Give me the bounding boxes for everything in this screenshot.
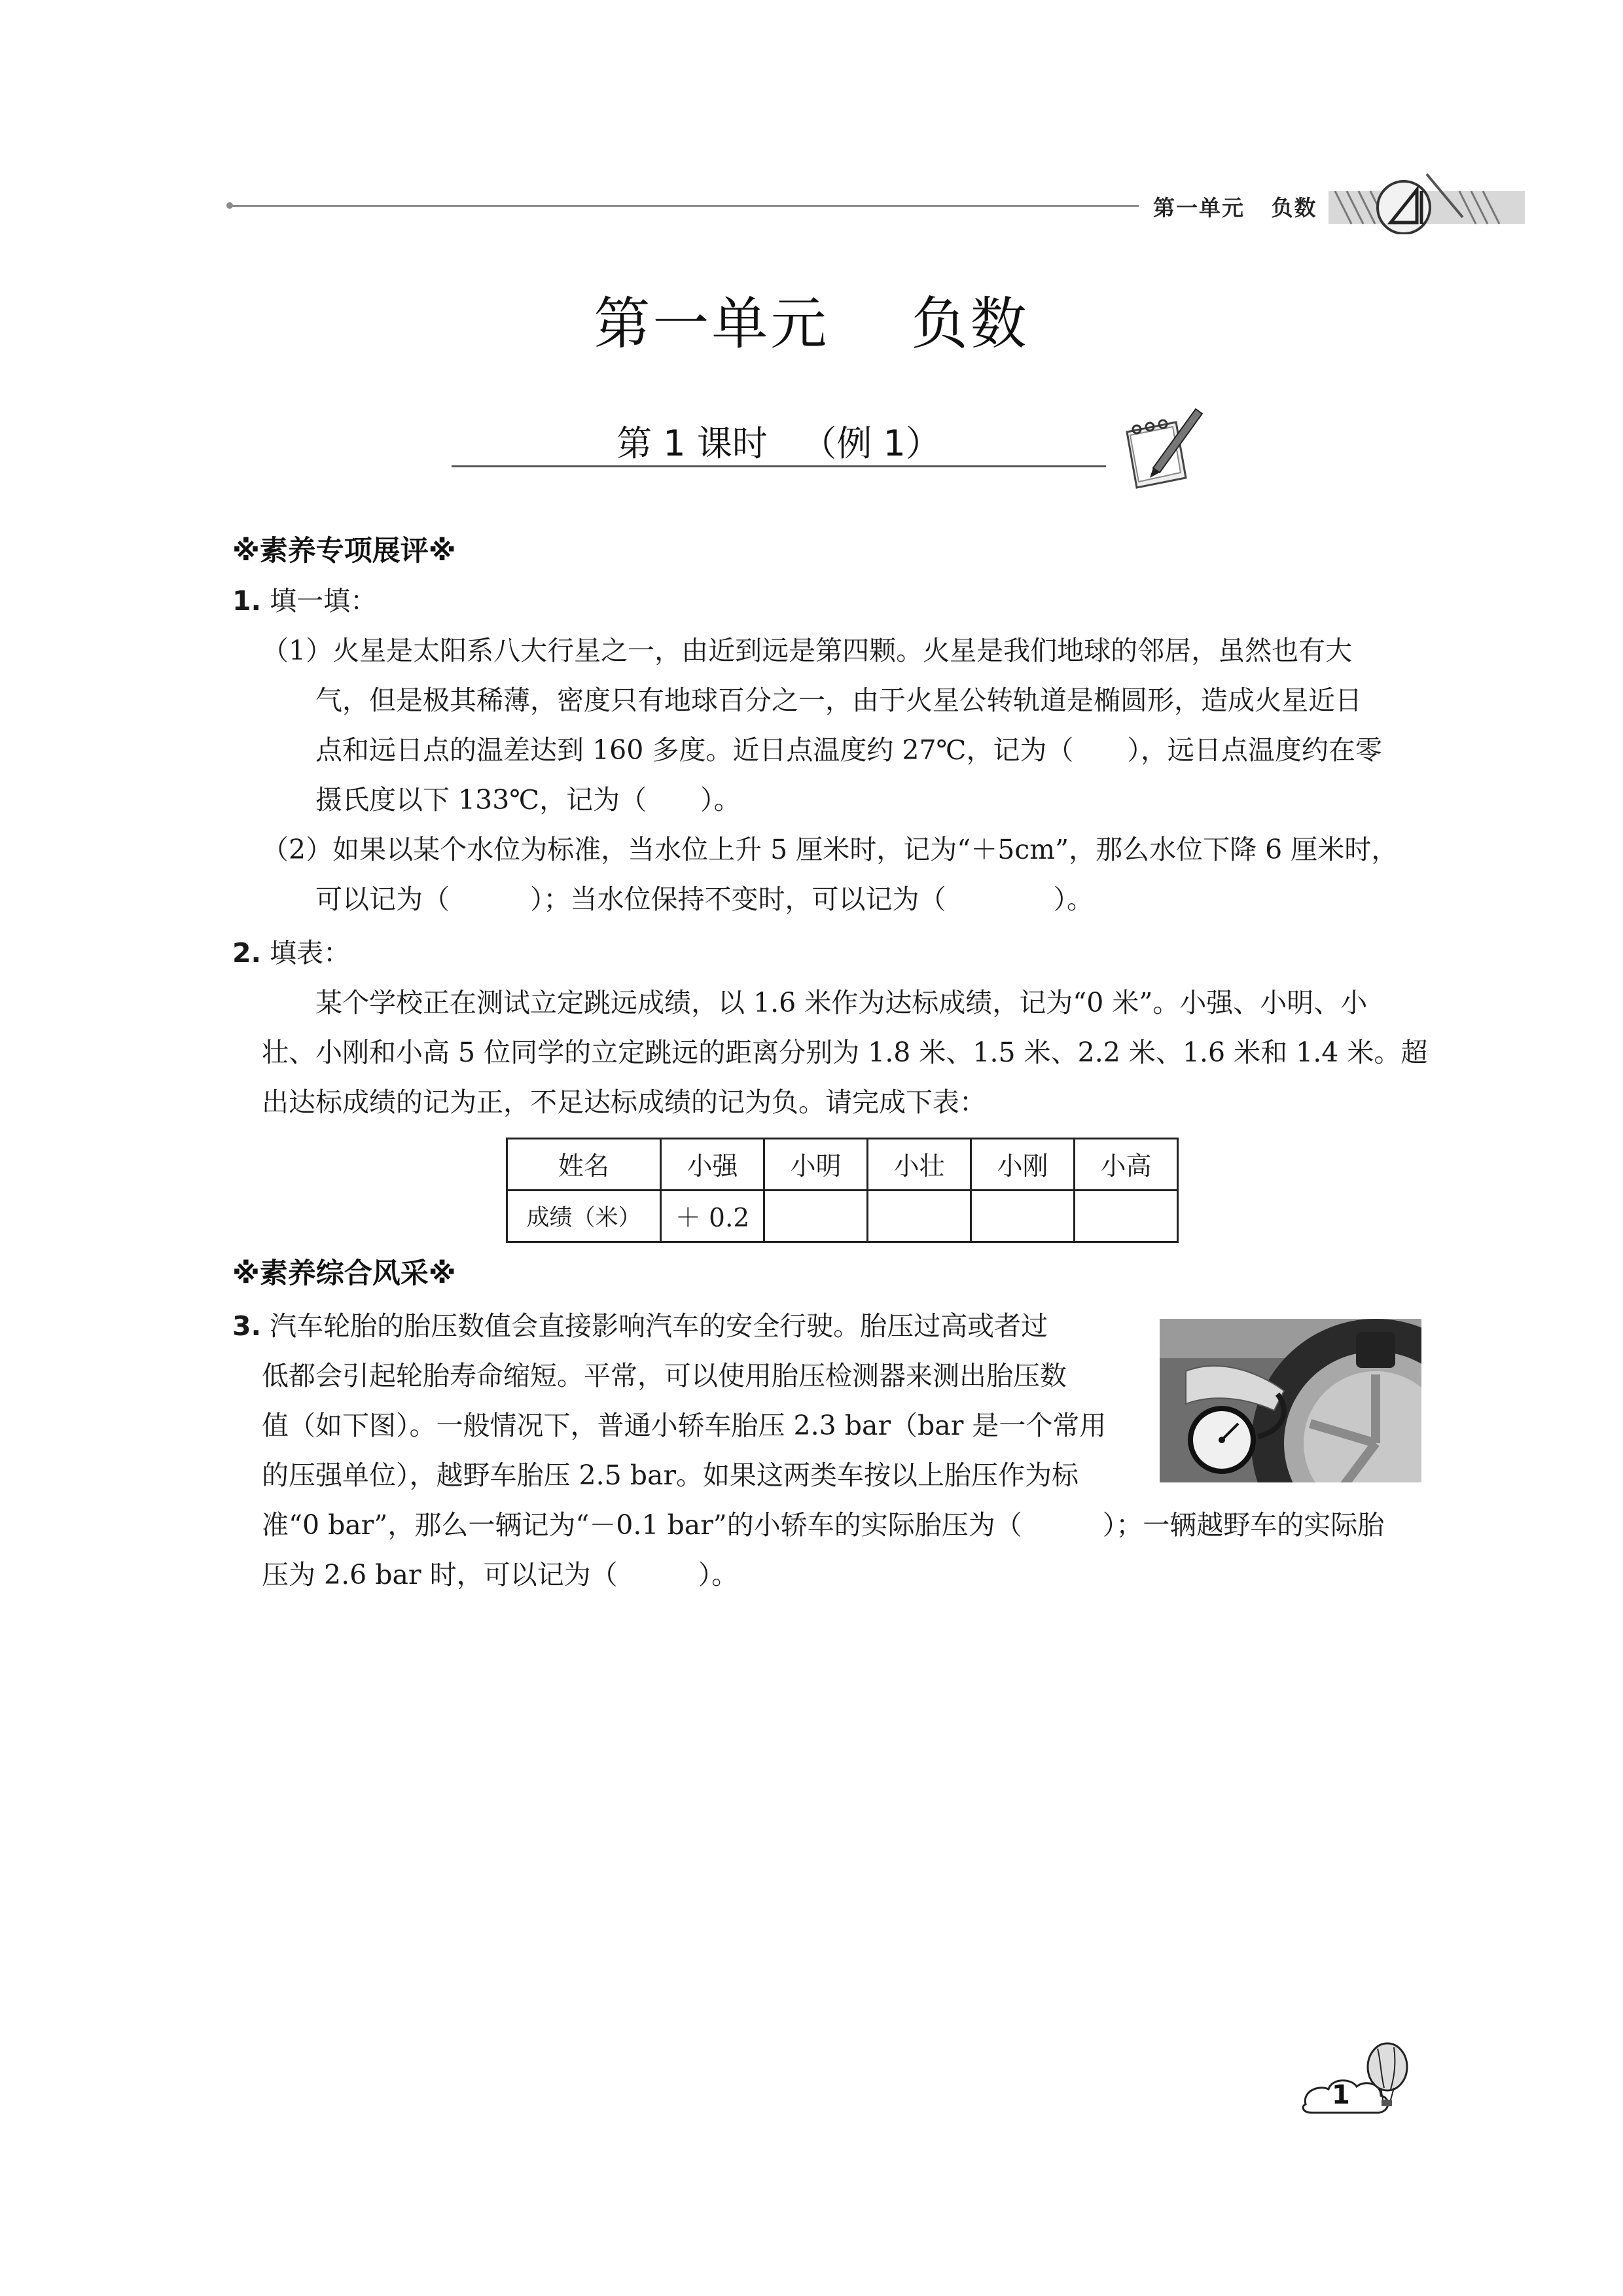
table-cell-blank[interactable] — [1075, 1191, 1178, 1242]
table-header-cell: 小强 — [661, 1139, 764, 1191]
running-title: 第一单元 负数 — [1153, 195, 1317, 221]
header-rule — [229, 205, 1139, 207]
page-number: 1 — [1332, 2080, 1350, 2110]
table-cell-blank[interactable] — [868, 1191, 971, 1242]
table-cell-blank[interactable] — [971, 1191, 1075, 1242]
q2-text-line: 壮、小刚和小高 5 位同学的立定跳远的距离分别为 1.8 米、1.5 米、2.2 米、1.6 米和 1.4 米。超 — [262, 1037, 1428, 1068]
table-row — [507, 1191, 1178, 1242]
q3-text-line: 准“0 bar”，那么一辆记为“－0.1 bar”的小轿车的实际胎压为（ ）；一辆越野车的实际胎 — [262, 1509, 1385, 1541]
q3-text-line: 压为 2.6 bar 时，可以记为（ ）。 — [262, 1559, 739, 1590]
q3-line-text: 汽车轮胎的胎压数值会直接影响汽车的安全行驶。胎压过高或者过 — [270, 1310, 1048, 1342]
q1-sub1-line: 摄氏度以下 133℃，记为（ ）。 — [315, 784, 741, 816]
table-header-row — [507, 1139, 1178, 1191]
q3-text-line — [232, 1301, 1048, 1351]
question-1-heading — [232, 576, 377, 626]
table-header-cell: 小高 — [1075, 1139, 1178, 1191]
notepad-pen-icon — [1114, 406, 1205, 491]
q1-sub1-line: 气，但是极其稀薄，密度只有地球百分之一，由于火星公转轨道是椭圆形，造成火星近日 — [315, 685, 1362, 716]
question-2-heading — [232, 928, 350, 978]
q1-sub1-line: （1）火星是太阳系八大行星之一，由近到远是第四颗。火星是我们地球的邻居，虽然也有大 — [262, 635, 1353, 666]
table-header-cell: 姓名 — [507, 1139, 661, 1191]
lesson-title: 第 1 课时 （例 1） — [616, 423, 941, 464]
lesson-title-underline — [452, 465, 1106, 467]
q1-sub2-line: （2）如果以某个水位为标准，当水位上升 5 厘米时，记为“＋5cm”，那么水位下降 6 厘米时， — [262, 834, 1399, 865]
q2-text-line: 某个学校正在测试立定跳远成绩，以 1.6 米作为达标成绩，记为“0 米”。小强、小明、小 — [315, 987, 1368, 1018]
q3-text-line: 的压强单位），越野车胎压 2.5 bar。如果这两类车按以上胎压作为标 — [262, 1460, 1079, 1491]
q3-text-line: 值（如下图）。一般情况下，普通小轿车胎压 2.3 bar（bar 是一个常用 — [262, 1410, 1107, 1441]
table-cell-blank[interactable] — [764, 1191, 868, 1242]
question-number: 2. — [232, 937, 262, 969]
section-heading-comprehensive: ※素养综合风采※ — [232, 1257, 456, 1290]
scores-table — [506, 1138, 1179, 1243]
table-header-cell: 小明 — [764, 1139, 868, 1191]
question-number: 1. — [232, 585, 262, 617]
question-number: 3. — [232, 1310, 262, 1342]
table-cell: ＋ 0.2 — [661, 1191, 764, 1242]
table-row-label: 成绩（米） — [507, 1191, 661, 1242]
header-ruler-icon — [1329, 171, 1525, 234]
unit-title: 第一单元 负数 — [594, 291, 1029, 357]
q1-sub1-line: 点和远日点的温差达到 160 多度。近日点温度约 27℃，记为（ ），远日点温度约在零 — [315, 734, 1382, 766]
q1-sub2-line: 可以记为（ ）；当水位保持不变时，可以记为（ ）。 — [315, 884, 1094, 915]
table-header-cell: 小壮 — [868, 1139, 971, 1191]
q2-text-line: 出达标成绩的记为正，不足达标成绩的记为负。请完成下表： — [262, 1086, 986, 1118]
question-label: 填表： — [270, 937, 351, 969]
question-label: 填一填： — [270, 585, 378, 617]
balloon-page-number-icon — [1299, 2042, 1417, 2127]
table-header-cell: 小刚 — [971, 1139, 1075, 1191]
section-heading-special: ※素养专项展评※ — [232, 535, 456, 567]
tire-pressure-gauge-photo — [1160, 1319, 1421, 1482]
q3-text-line: 低都会引起轮胎寿命缩短。平常，可以使用胎压检测器来测出胎压数 — [262, 1360, 1067, 1391]
